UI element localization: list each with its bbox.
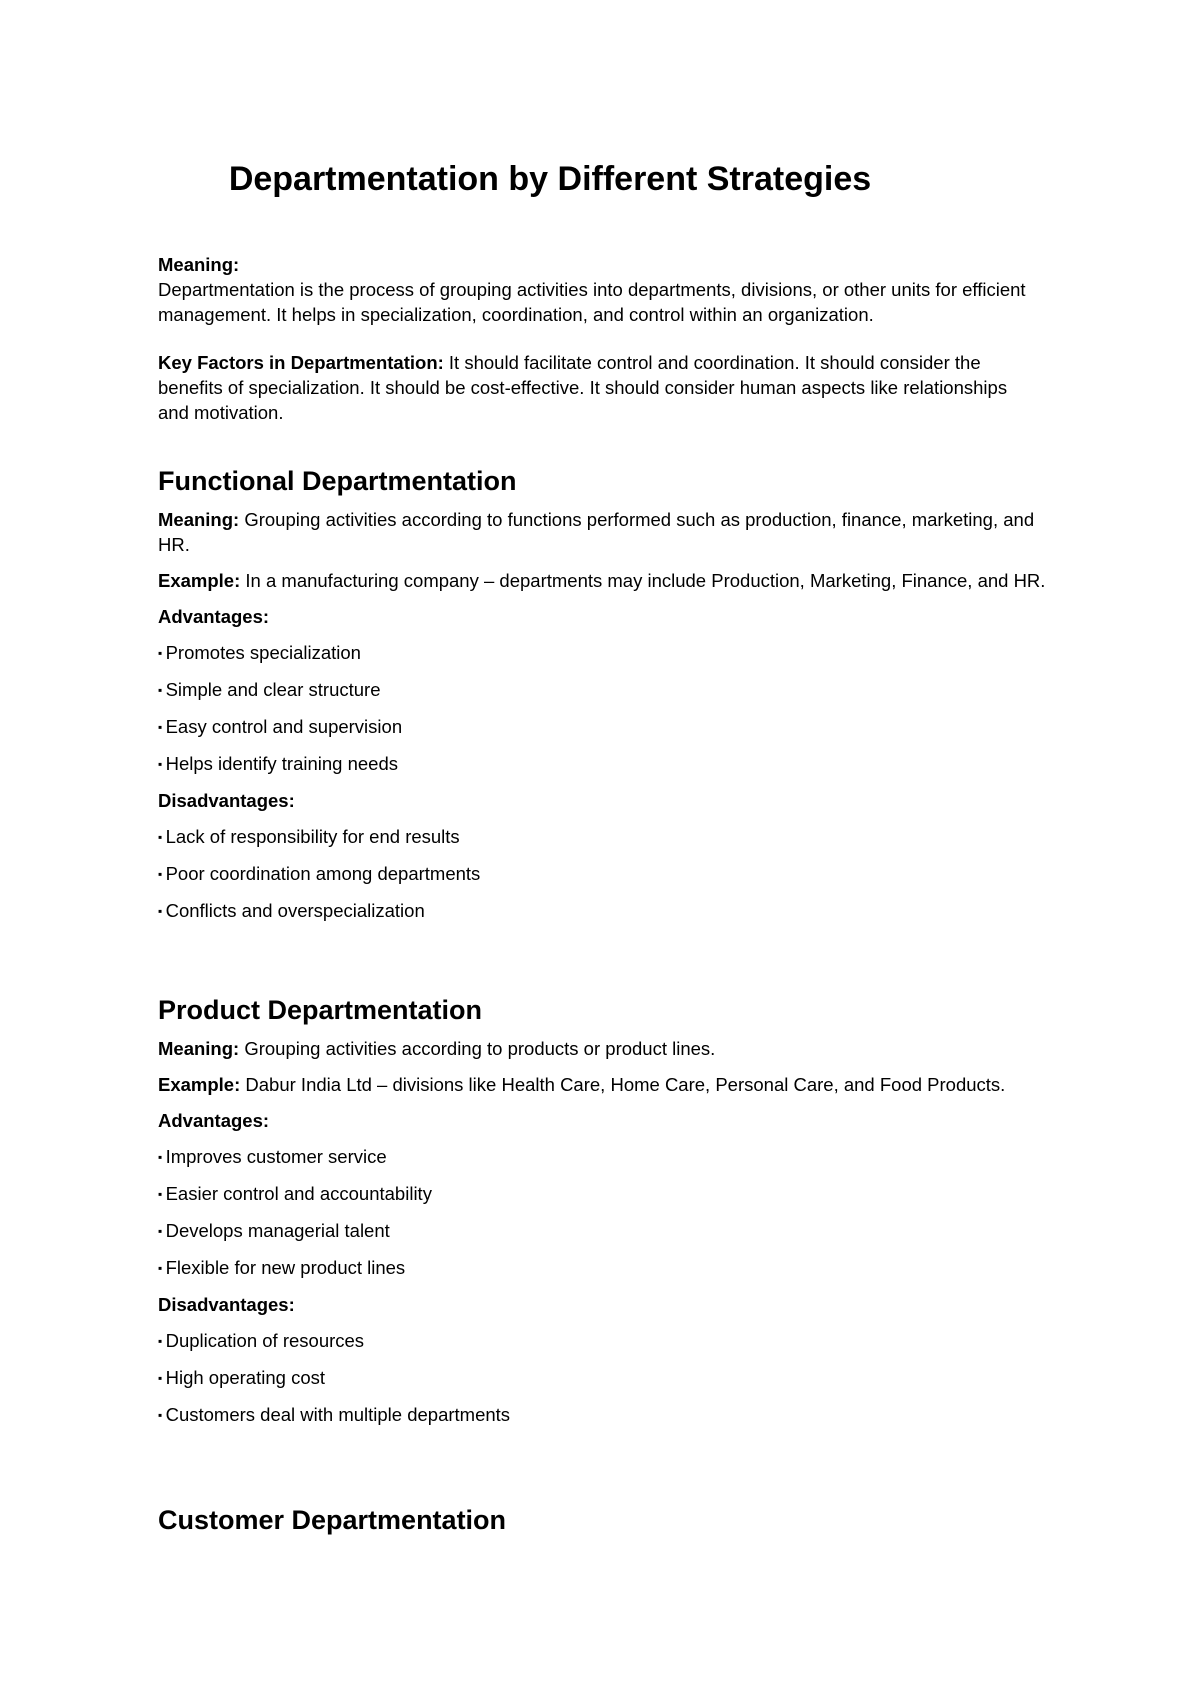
example-text: Dabur India Ltd – divisions like Health Care, Home Care, Personal Care, and Food Products.: [240, 1074, 1006, 1095]
product-advantages-label: Advantages:: [158, 1110, 270, 1131]
product-meaning: [158, 1036, 1058, 1061]
example-label: Example:: [158, 1074, 241, 1095]
list-item: ▪ Conflicts and overspecialization: [158, 898, 1058, 924]
example-text: In a manufacturing company – departments may include Production, Marketing, Finance, and HR.: [240, 570, 1046, 591]
list-item: ▪ High operating cost: [158, 1365, 1058, 1391]
intro-key-factors: [158, 350, 1038, 425]
intro-meaning-text: Departmentation is the process of grouping activities into departments, divisions, or other units for efficient management. It helps in specialization, coordination, and control within an organization.: [158, 279, 1026, 325]
list-item: ▪ Simple and clear structure: [158, 677, 1058, 703]
product-disadvantages-label: Disadvantages:: [158, 1294, 295, 1315]
intro-section: [158, 252, 1038, 425]
functional-section: [158, 464, 1058, 935]
list-item: ▪ Promotes specialization: [158, 640, 1058, 666]
list-item: ▪ Lack of responsibility for end results: [158, 824, 1058, 850]
spacer: [158, 327, 1038, 350]
functional-advantages-list: [158, 640, 1058, 777]
document-title: Departmentation by Different Strategies: [228, 160, 872, 198]
key-factors-label: Key Factors in Departmentation:: [158, 352, 444, 373]
functional-disadvantages-label: Disadvantages:: [158, 790, 295, 811]
product-example: [158, 1072, 1058, 1097]
meaning-text: Grouping activities according to functions performed such as production, finance, marketing, and HR.: [158, 509, 1035, 555]
meaning-label: Meaning:: [158, 509, 240, 530]
list-item: ▪ Develops managerial talent: [158, 1218, 1058, 1244]
list-item: ▪ Easier control and accountability: [158, 1181, 1058, 1207]
example-label: Example:: [158, 570, 241, 591]
list-item: ▪ Duplication of resources: [158, 1328, 1058, 1354]
product-disadvantages-list: [158, 1328, 1058, 1428]
intro-meaning-label: Meaning:: [158, 254, 240, 275]
list-item: ▪ Poor coordination among departments: [158, 861, 1058, 887]
functional-example: [158, 568, 1058, 593]
product-section: [158, 993, 1058, 1439]
product-advantages-list: [158, 1144, 1058, 1281]
functional-disadvantages-list: [158, 824, 1058, 924]
list-item: ▪ Helps identify training needs: [158, 751, 1058, 777]
list-item: ▪ Flexible for new product lines: [158, 1255, 1058, 1281]
product-heading: Product Departmentation: [158, 995, 483, 1025]
functional-heading: Functional Departmentation: [158, 466, 517, 496]
meaning-text: Grouping activities according to products or product lines.: [239, 1038, 716, 1059]
list-item: ▪ Easy control and supervision: [158, 714, 1058, 740]
functional-meaning: [158, 507, 1058, 557]
list-item: ▪ Customers deal with multiple departments: [158, 1402, 1058, 1428]
key-factors-text: It should facilitate control and coordination. It should consider the benefits of specialization. It should be cost-effective. It should consider human aspects like relationships and motivation.: [158, 352, 1008, 423]
meaning-label: Meaning:: [158, 1038, 240, 1059]
list-item: ▪ Improves customer service: [158, 1144, 1058, 1170]
functional-advantages-label: Advantages:: [158, 606, 270, 627]
customer-heading: Customer Departmentation: [158, 1505, 507, 1535]
